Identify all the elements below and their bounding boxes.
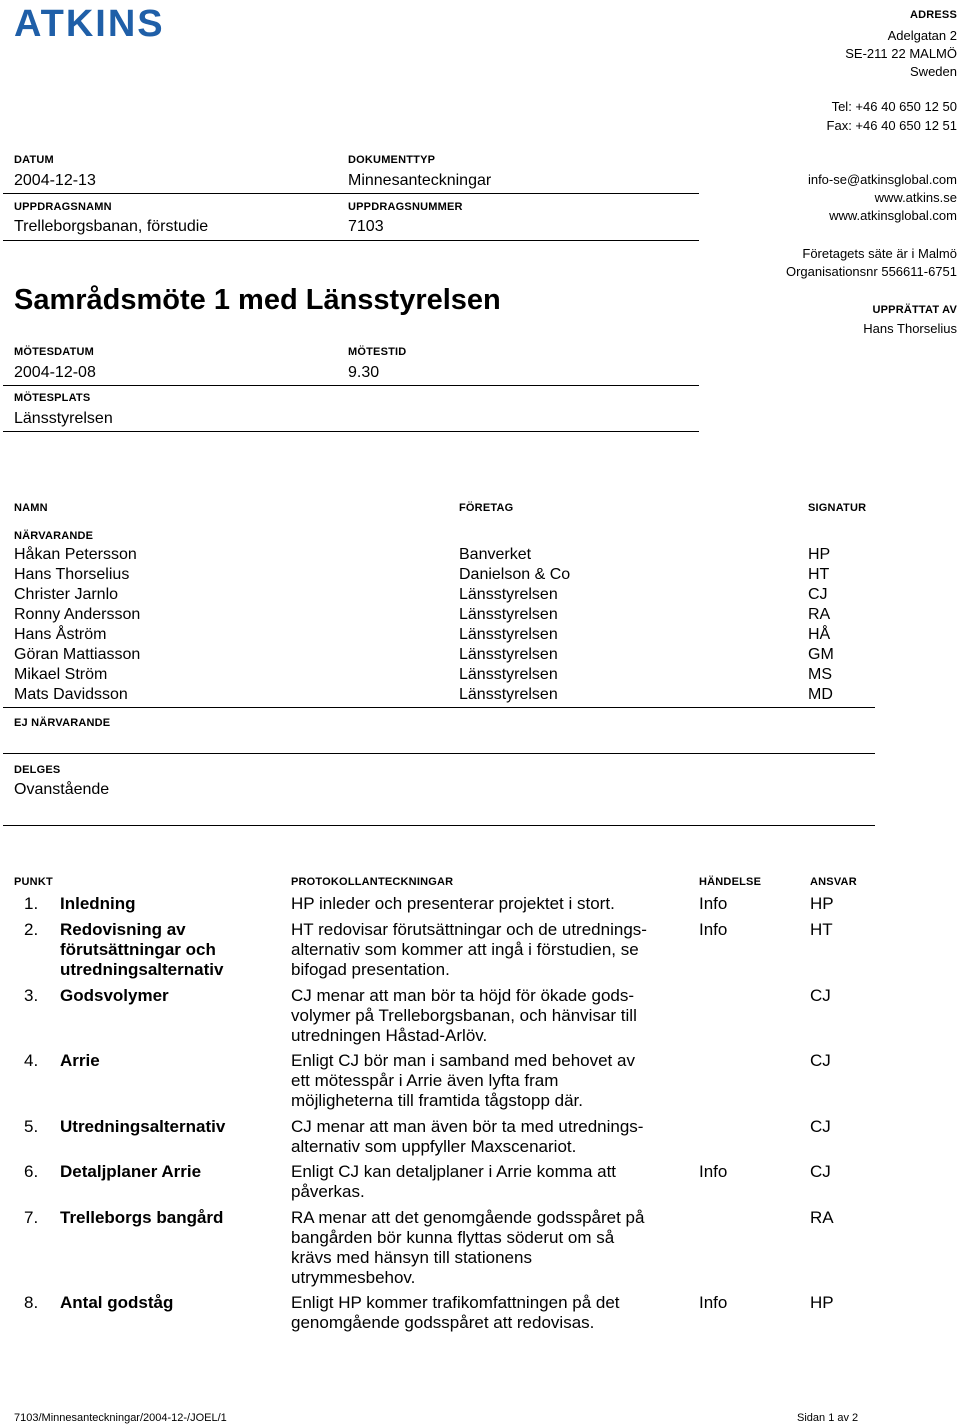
item-responsible: HP (810, 894, 834, 913)
logo-text: ATKINS (14, 5, 165, 39)
item-responsible: RA (810, 1208, 834, 1227)
attendee-company: Länsstyrelsen (459, 686, 558, 703)
meeting-date-label: MÖTESDATUM (14, 346, 95, 358)
fax: Fax: +46 40 650 12 51 (826, 118, 957, 133)
attendee-name: Mats Davidsson (14, 686, 128, 703)
prepared-by: Hans Thorselius (863, 321, 957, 336)
attendee-signature: RA (808, 606, 831, 623)
distribution-label: DELGES (14, 764, 61, 776)
item-event: Info (699, 920, 728, 939)
company-info (657, 245, 957, 281)
col-company-header: FÖRETAG (459, 502, 514, 514)
footer-page-number: Sidan 1 av 2 (797, 1412, 859, 1424)
address-line-2: SE-211 22 MALMÖ (845, 46, 957, 61)
date-value: 2004-12-13 (14, 172, 96, 189)
item-title: Arrie (60, 1051, 100, 1070)
attendee-company: Länsstyrelsen (459, 626, 558, 643)
attendee-signature: MS (808, 666, 832, 683)
item-number: 5. (24, 1117, 39, 1136)
attendee-company: Danielson & Co (459, 566, 571, 583)
divider (3, 825, 875, 826)
item-responsible: CJ (810, 986, 831, 1005)
footer-doc-ref: 7103/Minnesanteckningar/2004-12-/JOEL/1 (14, 1412, 227, 1424)
item-responsible: CJ (810, 1117, 831, 1136)
meeting-date-value: 2004-12-08 (14, 364, 96, 381)
item-responsible: CJ (810, 1162, 831, 1181)
col-resp-header: ANSVAR (810, 876, 857, 888)
address-line-1: Adelgatan 2 (887, 28, 957, 43)
prepared-label: UPPRÄTTAT AV (872, 304, 957, 316)
item-title: Godsvolymer (60, 986, 169, 1005)
col-name-header: NAMN (14, 502, 48, 514)
divider (3, 431, 699, 432)
page-title: Samrådsmöte 1 med Länsstyrelsen (14, 284, 501, 316)
distribution-value: Ovanstående (14, 781, 110, 798)
attendee-name: Christer Jarnlo (14, 586, 119, 603)
item-text: HP inleder och presenterar projektet i stort. (291, 894, 615, 913)
item-event: Info (699, 894, 728, 913)
address-line-3: Sweden (910, 64, 957, 79)
assignment-name-label: UPPDRAGSNAMN (14, 201, 112, 213)
attendee-company: Banverket (459, 546, 532, 563)
attendee-signature: HÅ (808, 626, 831, 643)
date-label: DATUM (14, 154, 54, 166)
attendee-name: Hans Åström (14, 626, 107, 643)
item-number: 8. (24, 1293, 39, 1312)
meeting-place-value: Länsstyrelsen (14, 410, 113, 427)
attendee-company: Länsstyrelsen (459, 606, 558, 623)
item-text: Enligt CJ bör man i samband med behovet av ett mötesspår i Arrie även lyfta fram möjligheterna till framtida tågstopp där. (291, 1051, 635, 1110)
meeting-time-label: MÖTESTID (348, 346, 407, 358)
item-text: CJ menar att man bör ta höjd för ökade gods- volymer på Trelleborgsbanan, och hänvisar till utredningen Håstad-Arlöv. (291, 986, 637, 1045)
assignment-number-value: 7103 (348, 218, 384, 235)
divider (3, 753, 875, 754)
item-number: 7. (24, 1208, 39, 1227)
meeting-place-label: MÖTESPLATS (14, 392, 91, 404)
divider (3, 240, 699, 241)
attendee-signature: HT (808, 566, 830, 583)
meeting-time-value: 9.30 (348, 364, 380, 381)
attendee-name: Hans Thorselius (14, 566, 130, 583)
item-text: CJ menar att man även bör ta med utrednings- alternativ som uppfyller Maxscenariot. (291, 1117, 644, 1156)
col-point-header: PUNKT (14, 876, 53, 888)
attendee-company: Länsstyrelsen (459, 646, 558, 663)
item-number: 4. (24, 1051, 39, 1070)
col-signature-header: SIGNATUR (808, 502, 867, 514)
company-seat: Företagets säte är i Malmö (802, 246, 957, 261)
absent-label: EJ NÄRVARANDE (14, 717, 111, 729)
divider (3, 193, 699, 194)
doctype-label: DOKUMENTTYP (348, 154, 436, 166)
web-link-1[interactable]: www.atkins.se (874, 190, 957, 205)
contact-block (657, 97, 957, 135)
attendee-name: Mikael Ström (14, 666, 108, 683)
address-block (657, 8, 957, 81)
web-block (657, 171, 957, 225)
col-notes-header: PROTOKOLLANTECKNINGAR (291, 876, 454, 888)
present-label: NÄRVARANDE (14, 530, 94, 542)
col-event-header: HÄNDELSE (699, 876, 762, 888)
item-text: HT redovisar förutsättningar och de utrednings- alternativ som kommer att ingå i förstudien, se bifogad presentation. (291, 920, 647, 979)
attendee-signature: GM (808, 646, 834, 663)
item-title: Utredningsalternativ (60, 1117, 226, 1136)
prepared-block (657, 303, 957, 336)
atkins-logo (14, 5, 174, 39)
org-number: Organisationsnr 556611-6751 (785, 264, 957, 279)
item-title: Trelleborgs bangård (60, 1208, 224, 1227)
attendee-name: Göran Mattiasson (14, 646, 141, 663)
attendee-name: Håkan Petersson (14, 546, 137, 563)
item-title: Antal godståg (60, 1293, 174, 1312)
web-link-2[interactable]: www.atkinsglobal.com (829, 208, 957, 223)
item-event: Info (699, 1293, 728, 1312)
item-number: 2. (24, 920, 39, 939)
item-title: Detaljplaner Arrie (60, 1162, 202, 1181)
divider (3, 385, 699, 386)
item-text: Enligt HP kommer trafikomfattningen på det genomgående godsspåret att redovisas. (291, 1293, 620, 1332)
item-number: 1. (24, 894, 39, 913)
item-title: Redovisning av förutsättningar och utredningsalternativ (60, 920, 224, 979)
attendee-signature: MD (808, 686, 833, 703)
item-number: 6. (24, 1162, 39, 1181)
doctype-value: Minnesanteckningar (348, 172, 492, 189)
attendee-signature: CJ (808, 586, 828, 603)
divider (3, 707, 875, 708)
item-event: Info (699, 1162, 728, 1181)
address-label: ADRESS (909, 9, 957, 21)
assignment-number-label: UPPDRAGSNUMMER (348, 201, 463, 213)
attendee-name: Ronny Andersson (14, 606, 141, 623)
item-title: Inledning (60, 894, 136, 913)
item-responsible: CJ (810, 1051, 831, 1070)
email-link[interactable]: info-se@atkinsglobal.com (807, 172, 957, 187)
tel: Tel: +46 40 650 12 50 (831, 99, 957, 114)
item-responsible: HT (810, 920, 833, 939)
attendee-company: Länsstyrelsen (459, 666, 558, 683)
item-text: Enligt CJ kan detaljplaner i Arrie komma att påverkas. (291, 1162, 617, 1201)
item-text: RA menar att det genomgående godsspåret på bangården bör kunna flyttas söderut om så krävs med hänsyn till stationens utrymmesbehov. (291, 1208, 645, 1287)
item-number: 3. (24, 986, 39, 1005)
assignment-name-value: Trelleborgsbanan, förstudie (14, 218, 209, 235)
item-responsible: HP (810, 1293, 834, 1312)
attendee-signature: HP (808, 546, 831, 563)
attendee-company: Länsstyrelsen (459, 586, 558, 603)
